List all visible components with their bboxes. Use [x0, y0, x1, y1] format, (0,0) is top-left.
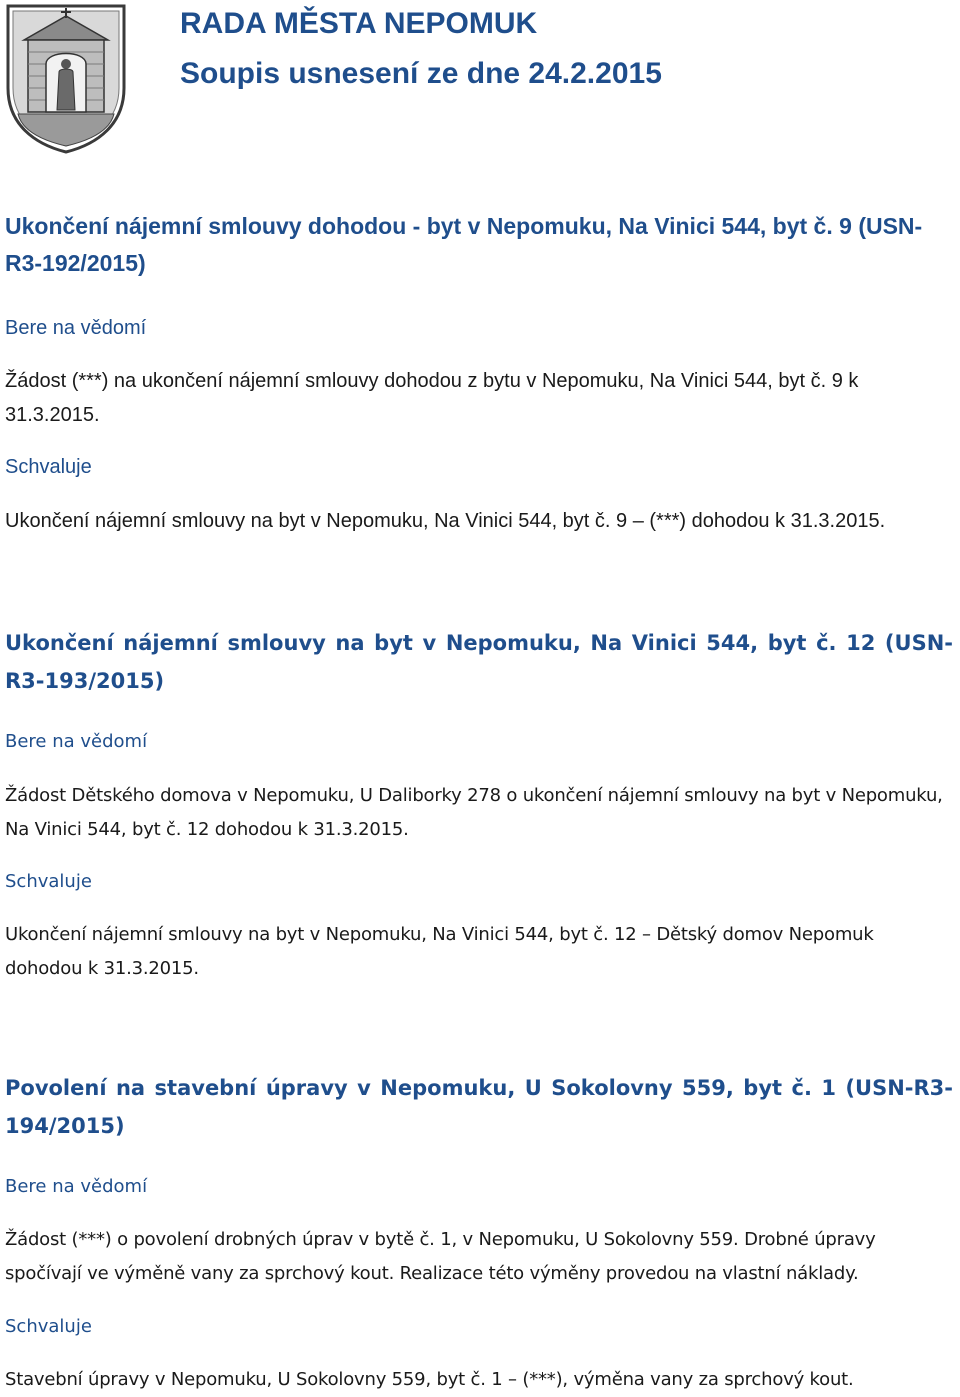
- section-1-heading: Ukončení nájemní smlouvy dohodou - byt v Nepomuku, Na Vinici 544, byt č. 9 (USN-R3-192/2015): [5, 213, 923, 276]
- section-1-approved-label: Schvaluje: [5, 456, 92, 478]
- resolutions-date-title: Soupis usnesení ze dne 24.2.2015: [180, 57, 662, 90]
- section-2-heading: Ukončení nájemní smlouvy na byt v Nepomuku, Na Vinici 544, byt č. 12 (USN-R3-193/2015): [5, 631, 953, 693]
- section-1-approved-text: Ukončení nájemní smlouvy na byt v Nepomuku, Na Vinici 544, byt č. 9 – (***) dohodou k 31.3.2015.: [5, 510, 886, 532]
- section-2-noted-label: Bere na vědomí: [5, 731, 148, 752]
- coat-of-arms-logo: [4, 2, 128, 154]
- section-2-approved-label: Schvaluje: [5, 871, 92, 892]
- section-1-noted-text: Žádost (***) na ukončení nájemní smlouvy dohodou z bytu v Nepomuku, Na Vinici 544, byt č. 9 k 31.3.2015.: [5, 370, 859, 426]
- section-3-heading: Povolení na stavební úpravy v Nepomuku, U Sokolovny 559, byt č. 1 (USN-R3-194/2015): [5, 1076, 953, 1138]
- section-3-approved-text: Stavební úpravy v Nepomuku, U Sokolovny 559, byt č. 1 – (***), výměna vany za sprchový kout.: [5, 1369, 854, 1390]
- section-2-approved-text: Ukončení nájemní smlouvy na byt v Nepomuku, Na Vinici 544, byt č. 12 – Dětský domov Nepomuk dohodou k 31.3.2015.: [5, 924, 874, 979]
- section-3-noted-label: Bere na vědomí: [5, 1176, 148, 1197]
- section-1-noted-label: Bere na vědomí: [5, 317, 147, 339]
- council-title: RADA MĚSTA NEPOMUK: [180, 7, 538, 40]
- section-3-noted-text: Žádost (***) o povolení drobných úprav v bytě č. 1, v Nepomuku, U Sokolovny 559. Drobné úpravy spočívají ve výměně vany za sprchový kout. Realizace této výměny provedou na vlastní náklady.: [5, 1229, 876, 1284]
- section-2-noted-text: Žádost Dětského domova v Nepomuku, U Daliborky 278 o ukončení nájemní smlouvy na byt v Nepomuku, Na Vinici 544, byt č. 12 dohodou k 31.3.2015.: [5, 785, 943, 840]
- section-3-approved-label: Schvaluje: [5, 1316, 92, 1337]
